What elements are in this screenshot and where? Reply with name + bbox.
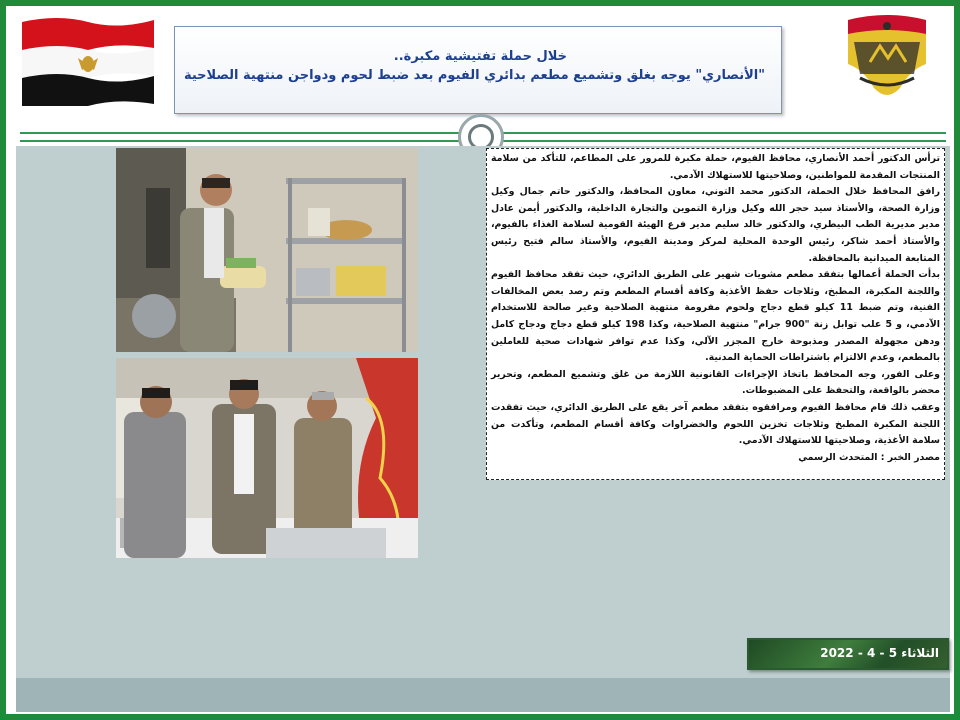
- article-text-box: [486, 148, 945, 480]
- article-paragraph: وعلى الفور، وجه المحافظ باتخاذ الإجراءات القانونية اللازمة من غلق وتشميع المطعم، وتحرير محضر بالواقعة، والتحفظ على المضبوطات.: [491, 368, 940, 397]
- article-paragraph: وعقب ذلك قام محافظ الفيوم ومرافقوه بتفقد مطعم آخر يقع على الطريق الدائري، حيث تفقدت اللجنة المكبرة المطبخ وثلاجات تخزين اللحوم والخضراوات وكافة أقسام المطعم، وتأكدت من سلامة الأغذية، وصلاحيتها للاستهلاك الآدمي.: [491, 401, 940, 447]
- fayoum-governorate-logo: [840, 12, 934, 104]
- headline-title: "الأنصاري" يوجه بغلق وتشميع مطعم بدائري الفيوم بعد ضبط لحوم ودواجن منتهية الصلاحية: [183, 68, 765, 83]
- article-paragraph: بدأت الحملة أعمالها بتفقد مطعم مشويات شهير على الطريق الدائري، حيث تفقد محافظ الفيوم واللجنة المكبرة، المطبخ، وثلاجات حفظ الأغذية وكافة أقسام المطعم وتم رصد بعض المخالفات الفنية، وتم ضبط 11 كيلو قطع دجاج ولحوم مفرومة منتهية الصلاحية وغير صالحة للاستخدام الآدمي، و 5 علب توابل زنة "900 جرام" منتهية الصلاحية، وكذا 198 كيلو قطع دجاج ودجاج كامل ودهن مجهولة المصدر ومذبوحة خارج المجزر الآلي، وكذا عدم توافر شهادات صحية للعاملين بالمطعم، وعدم الالتزام باشتراطات الحماية المدنية.: [491, 269, 940, 364]
- inspection-photo-officials: [116, 358, 418, 558]
- article-paragraph: ترأس الدكتور أحمد الأنصاري، محافظ الفيوم، حملة مكبرة للمرور على المطاعم، للتأكد من سلامة المنتجات المقدمة للمواطنين، وصلاحيتها للاستهلاك الآدمي.: [491, 153, 940, 181]
- date-label: الثلاثاء 5 - 4 - 2022: [820, 646, 939, 660]
- inspection-photo-kitchen: [116, 148, 418, 352]
- slide-page: [6, 6, 954, 714]
- date-badge: [747, 638, 949, 670]
- bottom-bar: [16, 678, 950, 712]
- article-source: مصدر الخبر : المتحدث الرسمي: [798, 451, 940, 463]
- headline-kicker: خلال حملة تفتيشية مكبرة..: [393, 49, 567, 64]
- article-paragraph: رافق المحافظ خلال الحملة، الدكتور محمد التوني، معاون المحافظ، والدكتور حاتم جمال وكيل وزارة الصحة، والأستاذ سيد حجر الله وكيل وزارة التموين والتجارة الداخلية، والدكتور أيمن عادل مدير مديرية الطب البيطري، والدكتور خالد سليم مدير فرع الهيئة القومية لسلامة الغذاء بالفيوم، والأستاذ أحمد شاكر، رئيس الوحدة المحلية لمركز ومدينة الفيوم، والأستاذ سالم فتيح رئيس المتابعة الميدانية بالمحافظة.: [491, 186, 940, 264]
- egypt-flag-icon: [18, 12, 158, 106]
- headline-box: [174, 26, 782, 114]
